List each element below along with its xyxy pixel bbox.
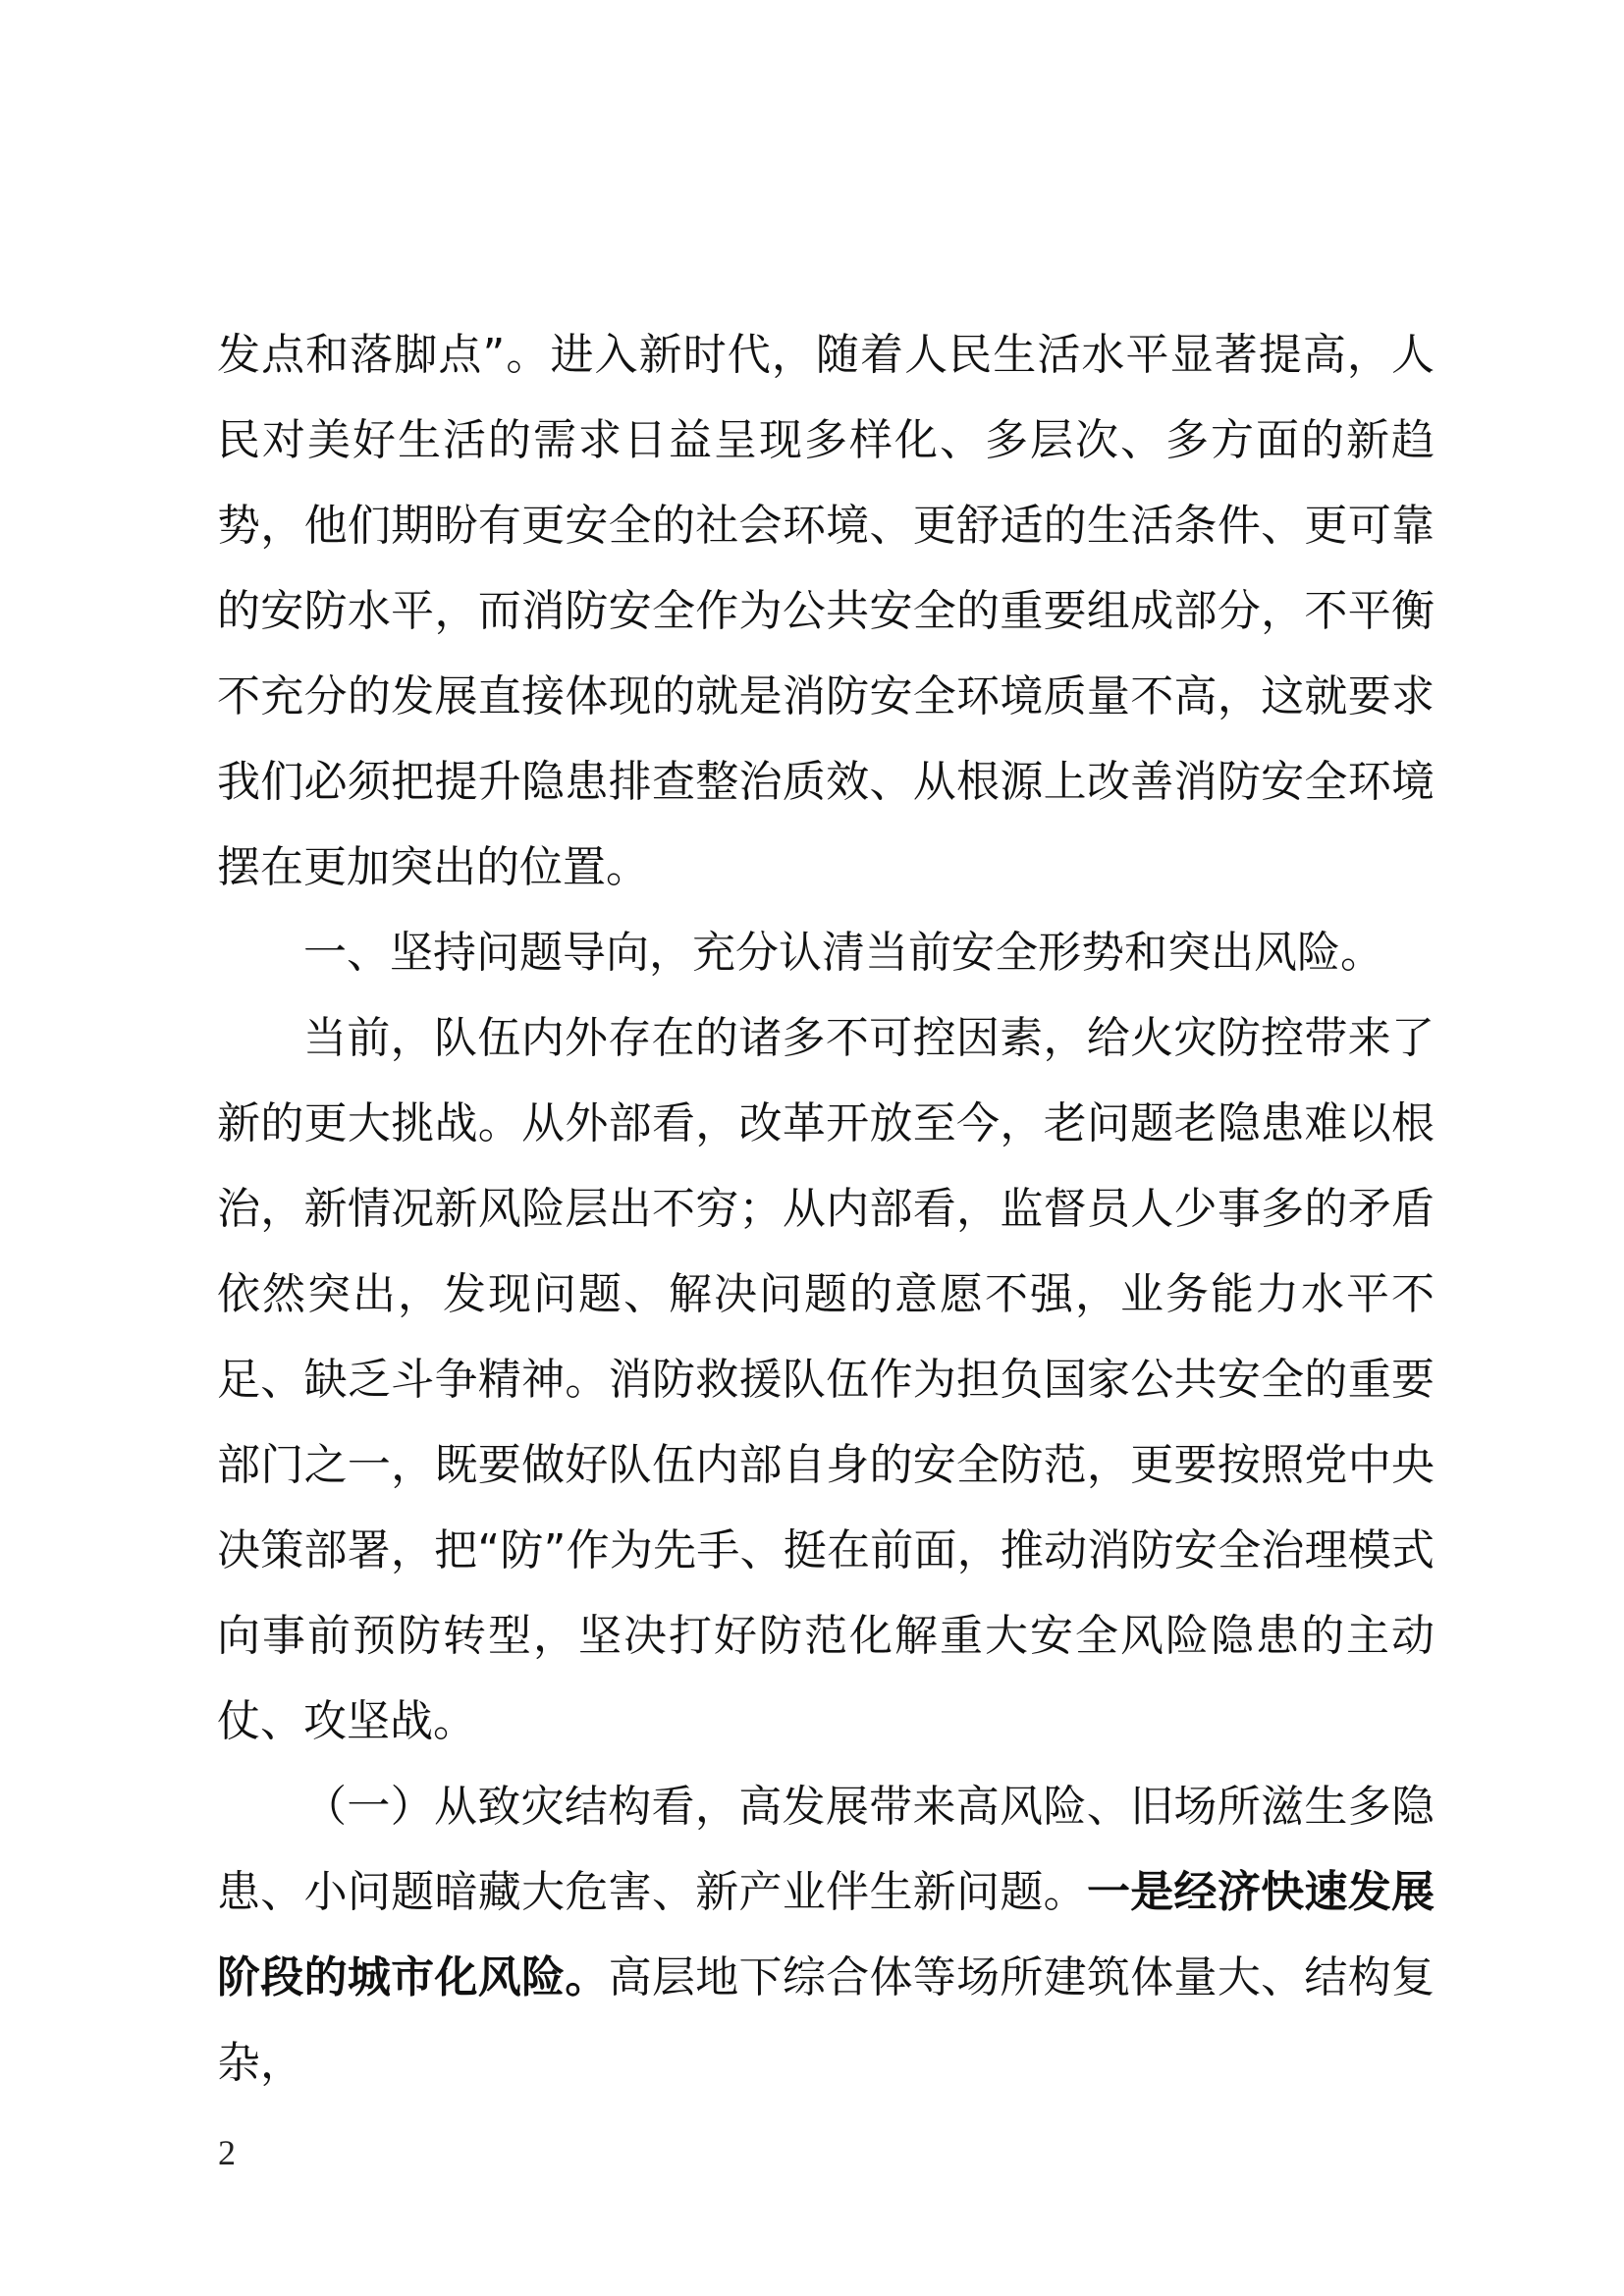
paragraph-1: 发点和落脚点”。进入新时代，随着人民生活水平显著提高，人民对美好生活的需求日益呈现多样化、多层次、多方面的新趋势，他们期盼有更安全的社会环境、更舒适的生活条件、更可靠的安防水平，而消防安全作为公共安全的重要组成部分，不平衡不充分的发展直接体现的就是消防安全环境质量不高，这就要求我们必须把提升隐患排查整治质效、从根源上改善消防安全环境摆在更加突出的位置。 <box>217 330 1435 892</box>
body-text <box>217 312 1435 2106</box>
section-heading: 一、坚持问题导向，充分认清当前安全形势和突出风险。 <box>303 928 1383 978</box>
paragraph-3: 当前，队伍内外存在的诸多不可控因素，给火灾防控带来了新的更大挑战。从外部看，改革开放至今，老问题老隐患难以根治，新情况新风险层出不穷；从内部看，监督员人少事多的矛盾依然突出，发现问题、解决问题的意愿不强，业务能力水平不足、缺乏斗争精神。消防救援队伍作为担负国家公共安全的重要部门之一，既要做好队伍内部自身的安全防范，更要按照党中央决策部署，把“防”作为先手、挺在前面，推动消防安全治理模式向事前预防转型，坚决打好防范化解重大安全风险隐患的主动仗、攻坚战。 <box>217 1013 1435 1746</box>
subsection-heading: （一）从致灾结构看，高发展带来高风险、旧场所滋生多隐患、小问题暗藏大危害、新产业伴生新问题。 <box>217 1782 1435 1917</box>
bold-point-one: 一是经济快速发展阶段的城市化风险。 <box>217 1867 1435 2002</box>
paragraph-4 <box>217 1764 1435 2106</box>
page-number: 2 <box>218 2133 236 2172</box>
paragraph-4-continuation: 高层地下综合体等场所建筑体量大、结构复杂， <box>217 1952 1435 2088</box>
